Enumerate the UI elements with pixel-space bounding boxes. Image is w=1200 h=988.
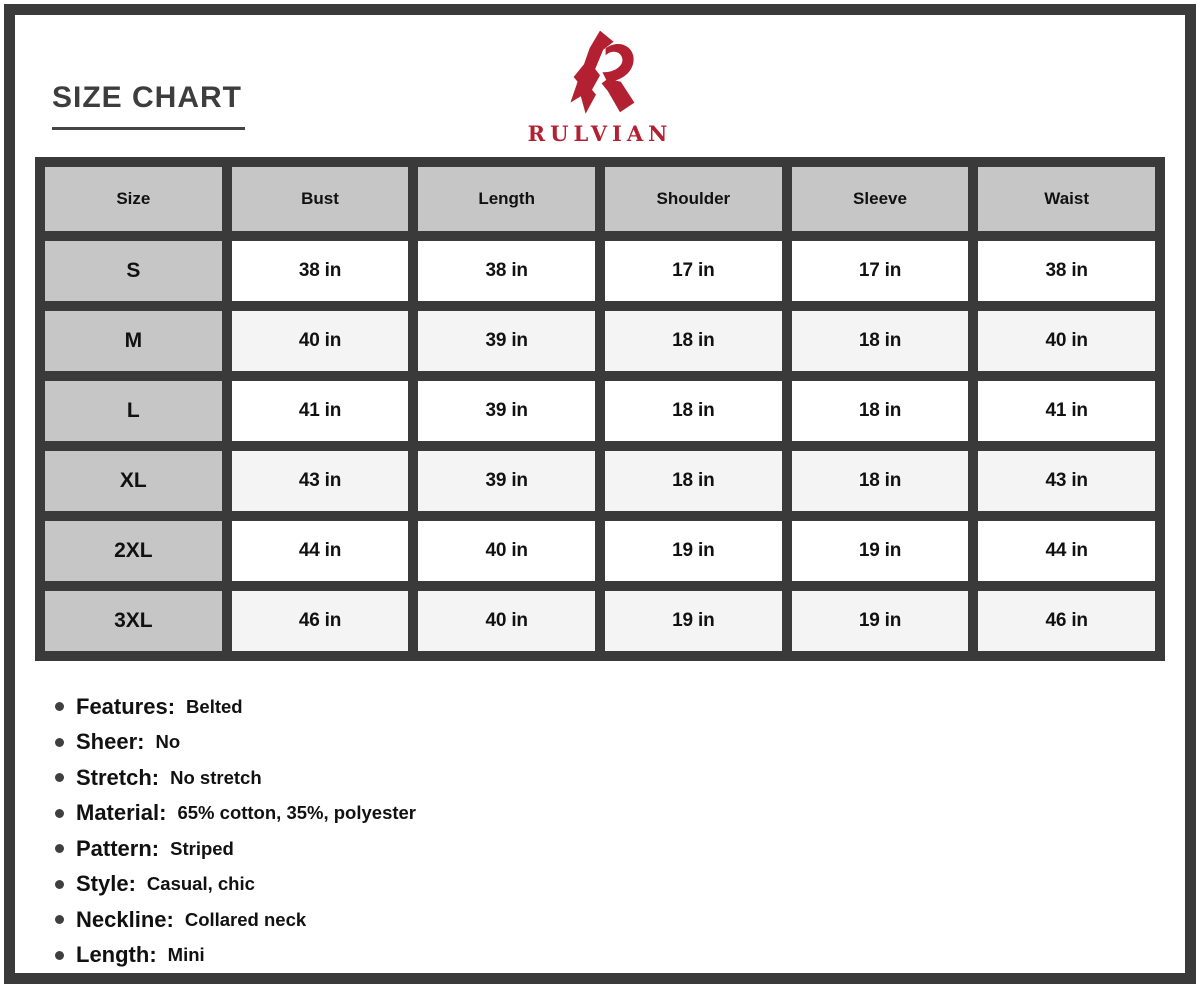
value-cell: 17 in (792, 241, 969, 301)
value-cell: 46 in (232, 591, 409, 651)
bullet-dot-icon (55, 951, 64, 960)
detail-item-pattern (55, 831, 416, 867)
size-cell-l: L (45, 381, 222, 441)
page-title: SIZE CHART (52, 81, 245, 130)
size-cell-3xl: 3XL (45, 591, 222, 651)
brand-block (15, 29, 1185, 146)
value-cell: 18 in (605, 451, 782, 511)
size-cell-m: M (45, 311, 222, 371)
value-cell: 44 in (978, 521, 1155, 581)
value-cell: 40 in (418, 521, 595, 581)
page-frame (4, 4, 1196, 984)
value-cell: 40 in (232, 311, 409, 371)
detail-item-features (55, 689, 416, 725)
value-cell: 19 in (792, 521, 969, 581)
value-cell: 43 in (232, 451, 409, 511)
column-header-bust: Bust (232, 167, 409, 231)
bullet-dot-icon (55, 773, 64, 782)
detail-value: Striped (170, 837, 234, 859)
value-cell: 18 in (605, 381, 782, 441)
detail-item-sheer (55, 725, 416, 761)
bullet-dot-icon (55, 880, 64, 889)
value-cell: 19 in (605, 591, 782, 651)
detail-value: Belted (186, 695, 243, 717)
detail-value: No (155, 731, 181, 753)
bullet-dot-icon (55, 844, 64, 853)
bullet-dot-icon (55, 738, 64, 747)
value-cell: 41 in (232, 381, 409, 441)
size-chart-table (35, 157, 1165, 661)
value-cell: 39 in (418, 451, 595, 511)
detail-item-length (55, 938, 416, 974)
value-cell: 41 in (978, 381, 1155, 441)
column-header-waist: Waist (978, 167, 1155, 231)
value-cell: 39 in (418, 381, 595, 441)
value-cell: 18 in (792, 311, 969, 371)
column-header-sleeve: Sleeve (792, 167, 969, 231)
value-cell: 40 in (978, 311, 1155, 371)
detail-label: Material: (76, 800, 167, 826)
value-cell: 18 in (605, 311, 782, 371)
detail-label: Features: (76, 693, 176, 719)
detail-label: Stretch: (76, 764, 160, 790)
value-cell: 39 in (418, 311, 595, 371)
column-header-shoulder: Shoulder (605, 167, 782, 231)
value-cell: 44 in (232, 521, 409, 581)
detail-value: 65% cotton, 35%, polyester (177, 802, 417, 824)
value-cell: 19 in (605, 521, 782, 581)
column-header-size: Size (45, 167, 222, 231)
detail-item-neckline (55, 902, 416, 938)
detail-label: Neckline: (76, 906, 174, 932)
bullet-dot-icon (55, 915, 64, 924)
bullet-dot-icon (55, 702, 64, 711)
detail-item-stretch (55, 760, 416, 796)
value-cell: 40 in (418, 591, 595, 651)
column-header-length: Length (418, 167, 595, 231)
detail-value: Collared neck (184, 908, 307, 930)
detail-item-material (55, 796, 416, 832)
size-cell-xl: XL (45, 451, 222, 511)
detail-value: Mini (167, 944, 205, 966)
size-cell-2xl: 2XL (45, 521, 222, 581)
brand-logo-icon (560, 29, 640, 117)
bullet-dot-icon (55, 809, 64, 818)
value-cell: 38 in (418, 241, 595, 301)
value-cell: 38 in (978, 241, 1155, 301)
detail-item-style (55, 867, 416, 903)
detail-label: Style: (76, 871, 136, 897)
detail-value: No stretch (170, 766, 262, 788)
value-cell: 18 in (792, 451, 969, 511)
brand-name: RULVIAN (527, 121, 673, 146)
detail-label: Pattern: (76, 835, 160, 861)
value-cell: 17 in (605, 241, 782, 301)
value-cell: 43 in (978, 451, 1155, 511)
value-cell: 46 in (978, 591, 1155, 651)
size-cell-s: S (45, 241, 222, 301)
value-cell: 38 in (232, 241, 409, 301)
detail-value: Casual, chic (146, 873, 255, 895)
value-cell: 19 in (792, 591, 969, 651)
detail-label: Sheer: (76, 729, 145, 755)
product-details-list (55, 689, 416, 973)
detail-label: Length: (76, 942, 157, 968)
value-cell: 18 in (792, 381, 969, 441)
